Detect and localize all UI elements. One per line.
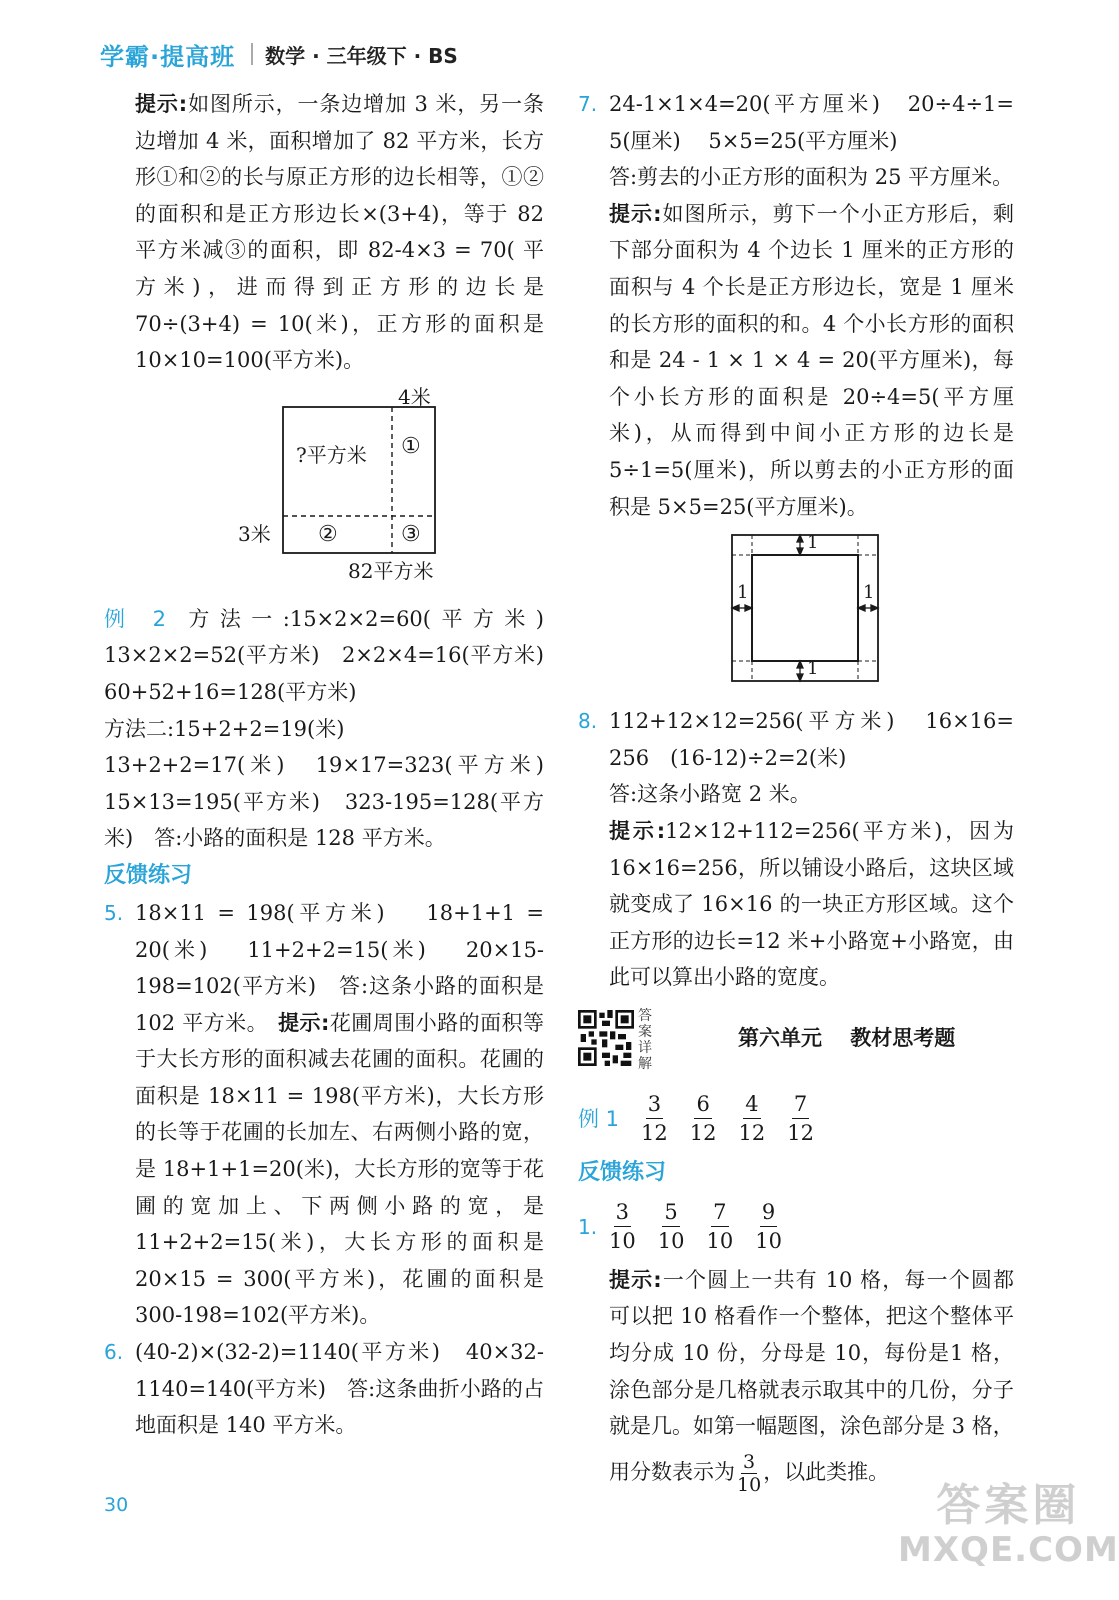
label-unknown-area: ?平方米 xyxy=(296,442,367,467)
practice-heading-left: 反馈练习 xyxy=(104,862,193,888)
fraction: 7 12 xyxy=(787,1092,814,1146)
brand-logo: 学霸·提高班 xyxy=(100,42,236,71)
hint-label: 提示: xyxy=(135,92,188,116)
question-7: 7. 24-1×1×4=20(平方厘米) 20÷4÷1= 5(厘米) 5×5=25(平方厘米) xyxy=(578,86,1014,159)
qr-code-icon[interactable] xyxy=(578,1010,634,1066)
q8-hint: 提示:12×12+112=256(平方米)，因为 16×16=256，所以铺设小路后，这块区域就变成了 16×16 的一块正方形区域。这个正方形的边长=12 米+小路宽+小路宽，由此可以算出小路的宽度。 xyxy=(609,818,1014,990)
cut-corner-svg xyxy=(578,533,1014,691)
q1-hint-label: 提示: xyxy=(609,1267,662,1292)
unit-heading xyxy=(578,1007,1014,1082)
fraction: 5 10 xyxy=(657,1200,685,1254)
label-82sqm: 82平方米 xyxy=(348,558,434,583)
hint-text: 如图所示，一条边增加 3 米，另一条边增加 4 米，面积增加了 82 平方米，长方形①和②的长与原正方形的边长相等，①②的面积和是正方形边长×(3+4)，等于 82 平方米减③的面积，即 82-4×3 = 70( 平方米)，进而得到正方形的边长是 70÷(3+4) = 10(米)，正方形的面积是 10×10=100(平方米)。 xyxy=(135,92,544,373)
q5-hint-label: 提示: xyxy=(278,1010,330,1035)
q8-hint-label: 提示: xyxy=(609,818,666,843)
header-divider xyxy=(251,43,253,65)
label-4m: 4米 xyxy=(398,384,431,409)
q1-hint-end: 用分数表示为 $\frac{3}{10}$ ，以此类推。 xyxy=(609,1450,890,1496)
example-2-method-1: 例 2 方法一:15×2×2=60(平方米) 13×2×2=52(平方米) 2×2×4=16(平方米) 60+52+16=128(平方米) xyxy=(104,606,565,704)
q7-answer: 答:剪去的小正方形的面积为 25 平方厘米。 xyxy=(609,165,1014,190)
page-header xyxy=(100,36,458,72)
q7-hint-label: 提示: xyxy=(609,201,662,226)
left-margin-label: 1 xyxy=(737,582,749,604)
practice-heading-right: 反馈练习 xyxy=(578,1159,667,1185)
q5-number: 5. xyxy=(104,900,124,925)
q1-number: 1. xyxy=(578,1214,598,1239)
fraction: 4 12 xyxy=(738,1092,766,1146)
top-margin-label: 1 xyxy=(807,532,819,554)
left-column xyxy=(104,86,565,1444)
example-1-row xyxy=(578,1084,1014,1154)
fraction: 6 12 xyxy=(689,1092,717,1146)
right-margin-label: 1 xyxy=(863,582,875,604)
q1-hint: 提示:一个圆上一共有 10 格，每一个圆都可以把 10 格看作一个整体，把这个整体平均分成 10 份，分母是 10，每份是1 格，涂色部分是几格就表示取其中的几份，分子就是几。如第一幅题图，涂色部分是 3 格， xyxy=(609,1267,1014,1439)
q7-number: 7. xyxy=(578,92,598,116)
question-1-row xyxy=(578,1192,1014,1262)
cut-corner-diagram xyxy=(578,533,1014,691)
example-2-label: 例 2 xyxy=(104,606,166,631)
inline-fraction: $\frac{3}{10}$ xyxy=(737,1450,762,1496)
example-2-method-2: 方法二:15+2+2=19(米) xyxy=(104,716,345,741)
book-subject: 数学 · 三年级下 · BS xyxy=(265,43,458,68)
question-8: 8. 112+12×12=256(平方米) 16×16= 256 (16-12)÷2=2(米) xyxy=(578,703,1014,776)
square-diagram xyxy=(104,383,544,595)
example-2-method-2-cont: 13+2+2=17(米) 19×17=323(平方米) 15×13=195(平方米) 323-195=128(平方米) 答:小路的面积是 128 平方米。 xyxy=(104,753,565,851)
fraction: 3 10 xyxy=(609,1200,636,1254)
example-1-label: 例 1 xyxy=(578,1106,620,1131)
unit-title: 第六单元 教材思考题 xyxy=(738,1025,956,1050)
q6-number: 6. xyxy=(104,1340,124,1365)
question-6: 6. (40-2)×(32-2)=1140(平方米) 40×32-1140=140(平方米) 答:这条曲折小路的占地面积是 140 平方米。 xyxy=(104,1334,544,1444)
page-number: 30 xyxy=(104,1494,129,1516)
q7-hint: 提示:如图所示，剪下一个小正方形后，剩下部分面积为 4 个边长 1 厘米的正方形的面积与 4 个长是正方形边长，宽是 1 厘米的长方形的面积的和。4 个小长方形的面积和是 24 - 1 × 1 × 4 = 20(平方厘米)，每个小长方形的面积是 20÷4=5(平方厘米)，从而得到中间小正方形的边长是 5÷1=5(厘米)，所以剪去的小正方形的面积是 5×5=25(平方厘米)。 xyxy=(609,201,1014,519)
q8-number: 8. xyxy=(578,709,598,734)
hint-paragraph xyxy=(104,86,544,379)
fraction: 3 12 xyxy=(641,1092,668,1146)
watermark-logo: 答案圈 MXQE.COM xyxy=(898,1480,1119,1570)
bottom-margin-label: 1 xyxy=(807,658,819,680)
label-rect-2: ② xyxy=(318,521,338,547)
square-diagram-svg xyxy=(104,383,544,595)
fraction: 7 10 xyxy=(706,1200,734,1254)
fraction: 9 10 xyxy=(755,1200,782,1254)
label-3m: 3米 xyxy=(238,521,271,546)
right-column xyxy=(578,86,1014,1499)
label-rect-1: ① xyxy=(401,433,421,459)
q8-answer: 答:这条小路宽 2 米。 xyxy=(609,782,811,807)
question-5: 5. 18×11 = 198(平方米) 18+1+1 = 20(米) 11+2+2=15(米) 20×15-198=102(平方米) 答:这条小路的面积是 102 平方米。 提示:花圃周围小路的面积等于大长方形的面积减去花圃的面积。花圃的面积是 18×11 = 198(平方米)，大长方形的长等于花圃的长加左、右两侧小路的宽，是 18+1+1=20(米)，大长方形的宽等于花圃的宽加上、下两侧小路的宽，是 11+2+2=15(米)，大长方形的面积是 20×15 = 300(平方米)，花圃的面积是 300-198=102(平方米)。 xyxy=(104,895,544,1334)
qr-caption: 答案详解 xyxy=(638,1007,652,1072)
label-rect-3: ③ xyxy=(401,521,421,547)
